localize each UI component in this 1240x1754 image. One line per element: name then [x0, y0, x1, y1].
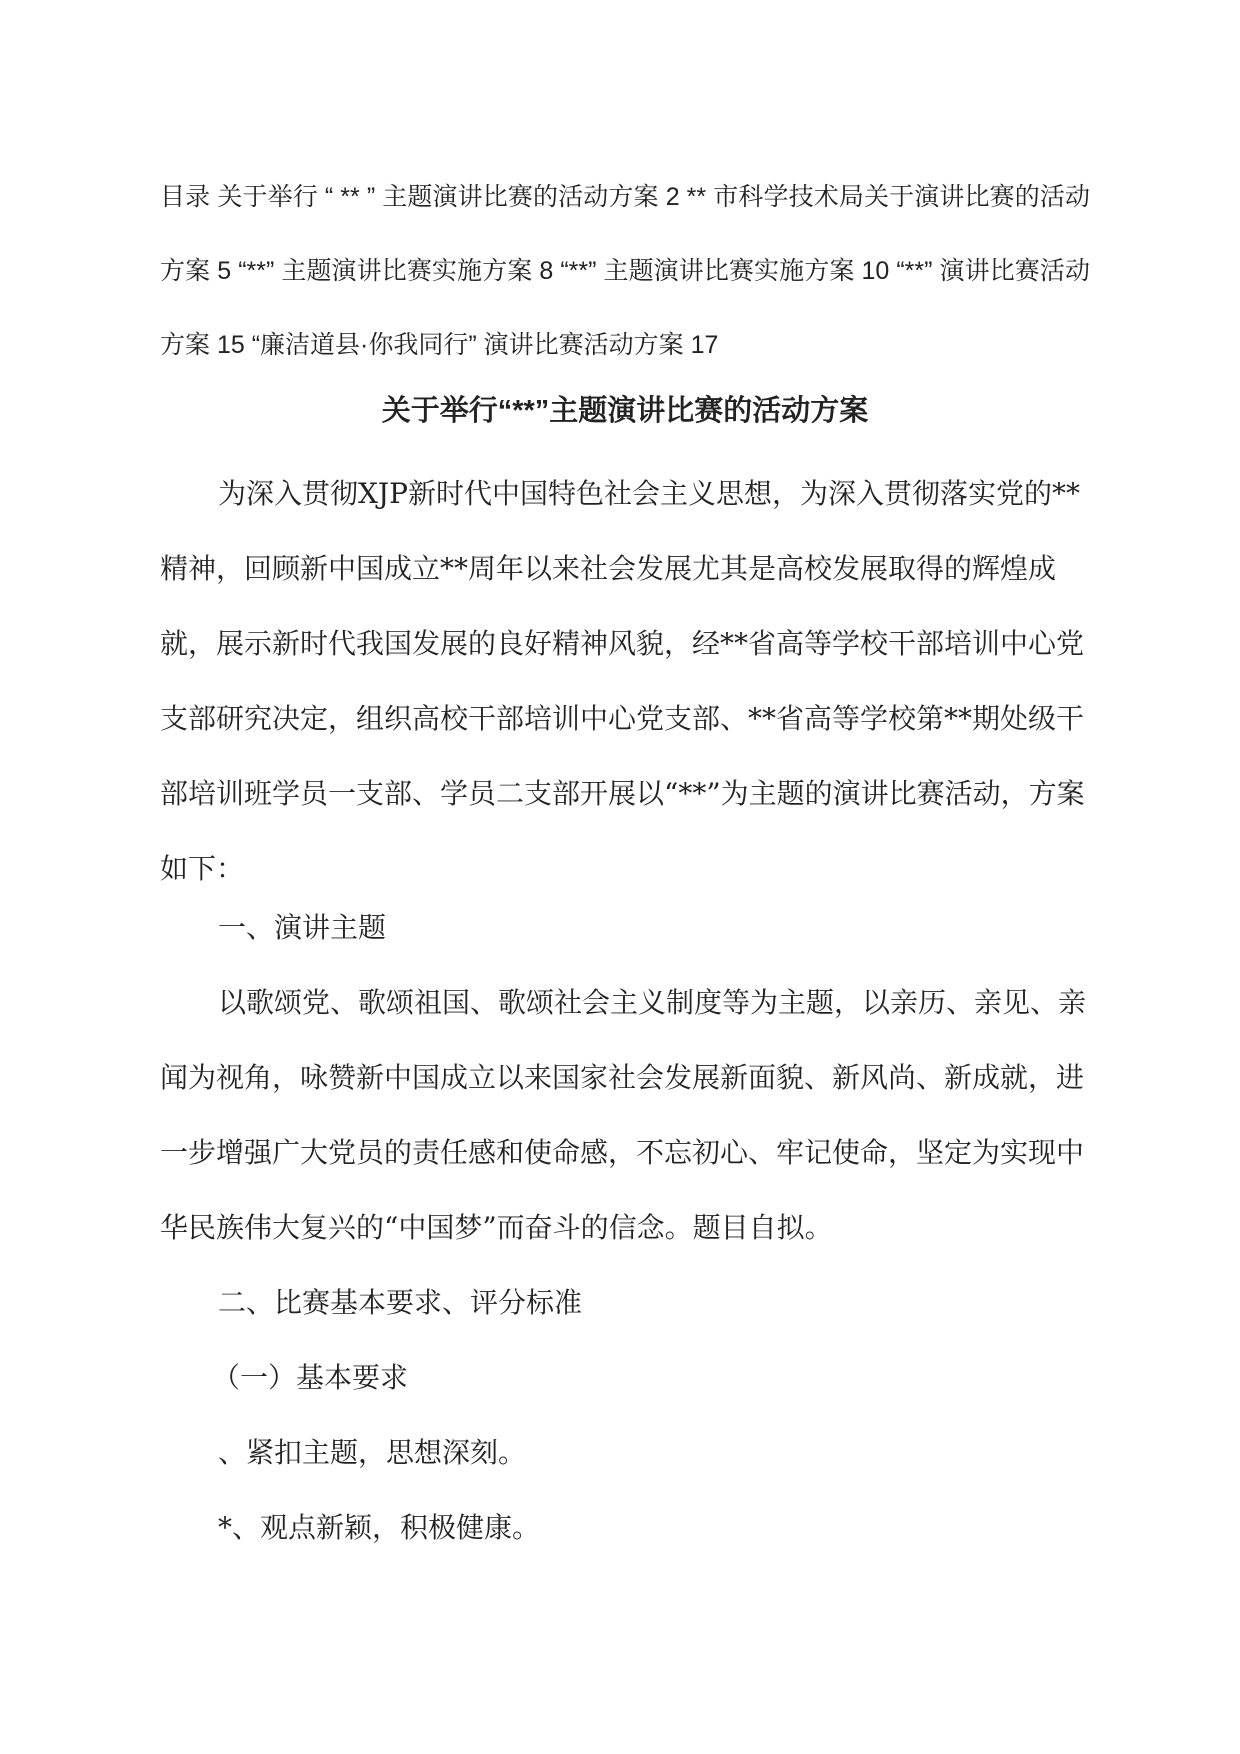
requirement-item-1: 、紧扣主题，思想深刻。 — [218, 1436, 527, 1469]
document-title: 关于举行“**”主题演讲比赛的活动方案 — [381, 395, 869, 427]
intro-paragraph: 为深入贯彻XJP新时代中国特色社会主义思想，为深入贯彻落实党的**精神，回顾新中国成立**周年以来社会发展尤其是高校发展取得的辉煌成就，展示新时代我国发展的良好精神风貌，经**省高等学校干部培训中心党支部研究决定，组织高校干部培训中心党支部、**省高等学校第**期处级干部培训班学员一支部、学员二支部开展以“**”为主题的演讲比赛活动，方案如下： — [160, 477, 1085, 885]
table-of-contents: 目录 关于举行 “ ** ” 主题演讲比赛的活动方案 2 ** 市科学技术局关于演讲比赛的活动方案 5 “**” 主题演讲比赛实施方案 8 “**” 主题演讲比赛实施方案 10 “**” 演讲比赛活动方案 15 “廉洁道县·你我同行” 演讲比赛活动方案 17 — [160, 183, 1090, 359]
section-heading-theme: 一、演讲主题 — [218, 911, 387, 944]
section-heading-requirements: 二、比赛基本要求、评分标准 — [218, 1286, 583, 1319]
subsection-heading-basic-requirements: （一）基本要求 — [212, 1361, 409, 1394]
theme-paragraph: 以歌颂党、歌颂祖国、歌颂社会主义制度等为主题，以亲历、亲见、亲闻为视角，咏赞新中国成立以来国家社会发展新面貌、新风尚、新成就，进一步增强广大党员的责任感和使命感，不忘初心、牢记使命，坚定为实现中华民族伟大复兴的“中国梦”而奋斗的信念。题目自拟。 — [160, 986, 1087, 1244]
requirement-item-2: *、观点新颖，积极健康。 — [218, 1511, 541, 1544]
